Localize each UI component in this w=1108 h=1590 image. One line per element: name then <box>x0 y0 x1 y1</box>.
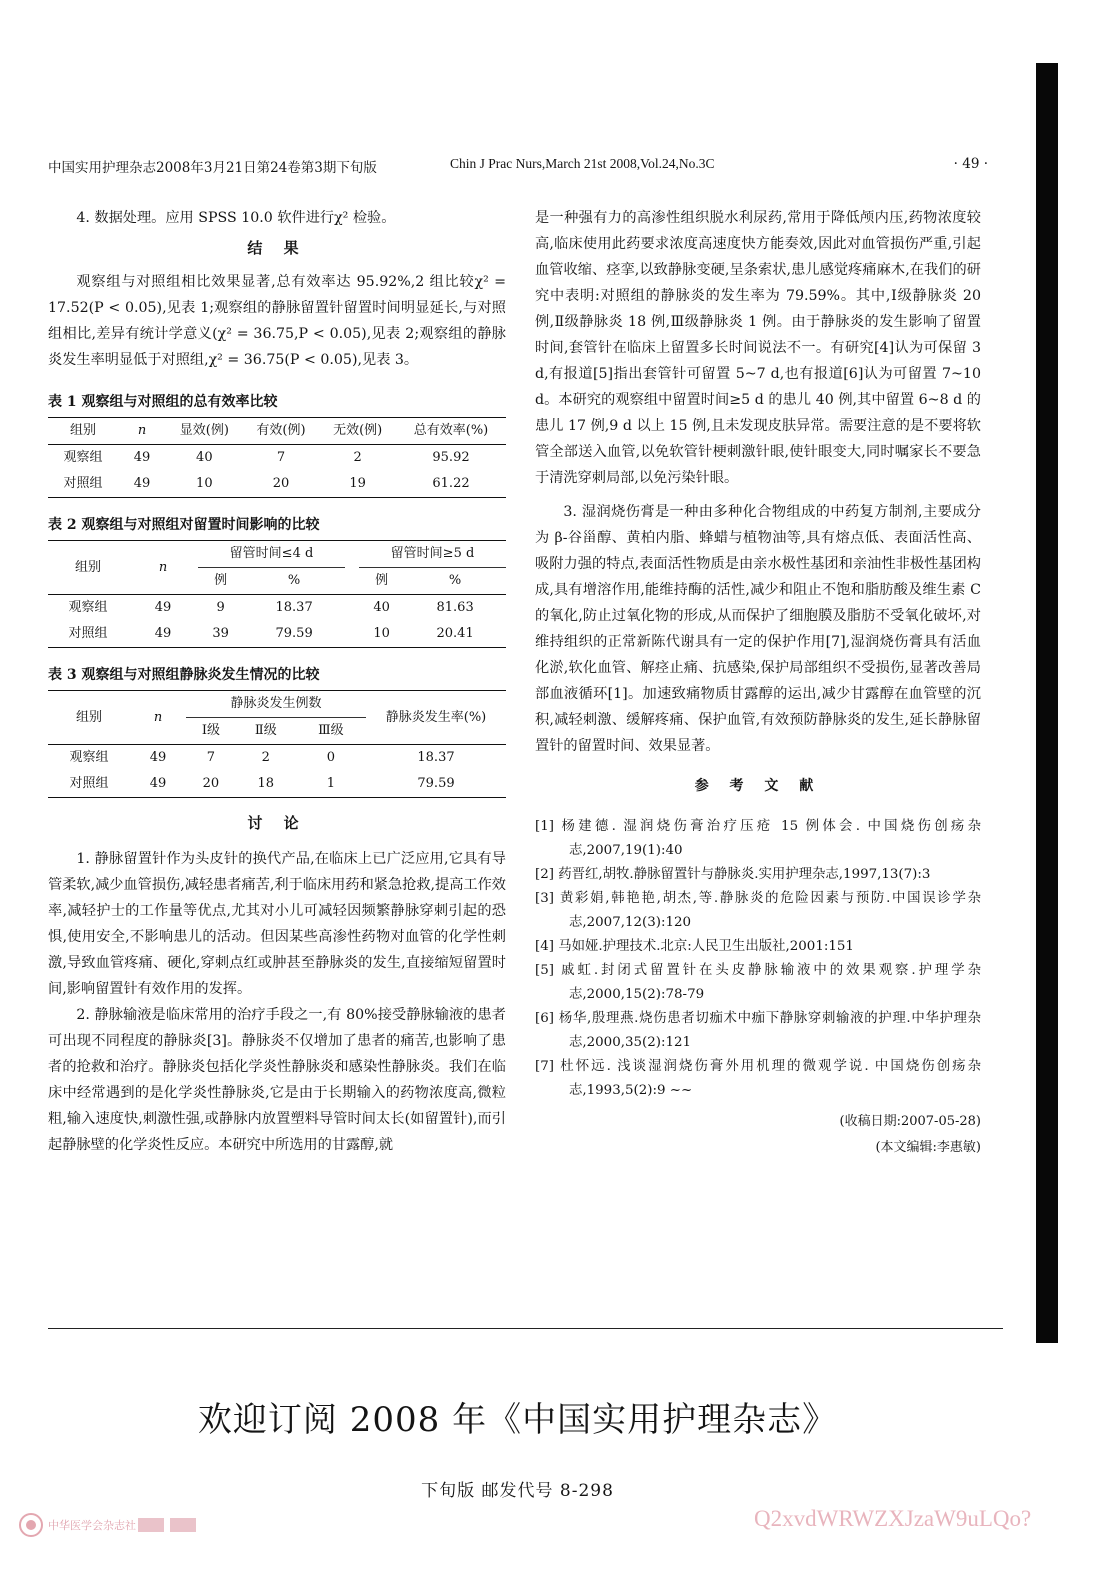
table-cell: 2 <box>261 750 270 765</box>
page-divider <box>48 1328 1003 1329</box>
running-header <box>48 156 988 180</box>
table2-subheader: 例 <box>375 573 389 588</box>
table2-subheader: % <box>448 573 462 588</box>
table-cell: 观察组 <box>68 600 108 615</box>
discussion-paragraph-1: 1. 静脉留置针作为头皮针的换代产品,在临床上已广泛应用,它具有导管柔软,减少血管损伤,减轻患者痛苦,利于临床用药和紧急抢救,提高工作效率,减轻护士的工作量等优点,尤其对小儿可减轻因频繁静脉穿刺引起的恐惧,使用安全,不影响患儿的活动。但因某些高渗性药物对血管的化学性刺激,导致血管疼痛、硬化,穿刺点红或肿甚至静脉炎的发生,直接缩短留置时间,影响留置针有效作用的发挥。 <box>48 851 506 997</box>
reference-item: [2] 药晋红,胡牧.静脉留置针与静脉炎.实用护理杂志,1997,13(7):3 <box>535 867 931 882</box>
discussion-heading: 讨 论 <box>247 814 307 832</box>
table1-header-row <box>48 418 506 445</box>
discussion-paragraph-3: 3. 湿润烧伤膏是一种由多种化合物组成的中药复方制剂,主要成分为 β-谷甾醇、黄柏内脂、蜂蜡与植物油等,具有熔点低、表面活性高、吸附力强的特点,表面活性物质是由亲水极性基团和亲油性非极性基团构成,具有增溶作用,能维持酶的活性,减少和阻止不饱和脂肪酸及维生素 C 的氧化,防止过氧化物的形成,从而保护了细胞膜及脂肪不受氧化破坏,对维持组织的正常新陈代谢具有一定的保护作用[7],湿润烧伤膏具有活血化淤,软化血管、解痉止痛、抗感染,保护局部组织不受损伤,显著改善局部血液循环[1]。加速致痛物质甘露醇的运出,减少甘露醇在血管壁的沉积,减轻刺激、缓解疼痛、保护血管,有效预防静脉炎的发生,延长静脉留置针的留置时间、效果显著。 <box>535 504 981 754</box>
reference-item: [7] 杜怀远. 浅谈湿润烧伤膏外用机理的微观学说. 中国烧伤创疡杂志,1993,5(2):9 ~~ <box>535 1059 981 1098</box>
table-cell: 7 <box>206 750 216 765</box>
table-cell: 49 <box>149 776 167 791</box>
table2-header-n: n <box>128 541 198 595</box>
table3-header-row <box>48 691 506 718</box>
subscription-title: 欢迎订阅 2008 年《中国实用护理杂志》 <box>197 1400 838 1440</box>
table3-subheader: Ⅲ级 <box>318 723 344 738</box>
table-cell: 20 <box>272 476 290 491</box>
table-cell: 10 <box>196 476 213 491</box>
table1-header: 无效(例) <box>333 423 383 438</box>
reference-item: [4] 马如娅.护理技术.北京:人民卫生出版社,2001:151 <box>535 939 854 954</box>
right-column <box>535 205 981 1161</box>
table-cell: 对照组 <box>63 476 103 491</box>
table2-header-group: 组别 <box>48 541 128 595</box>
table1-caption: 表 1 观察组与对照组的总有效率比较 <box>48 394 278 410</box>
table-cell: 对照组 <box>68 626 108 641</box>
table2-header-ge5: 留管时间≥5 d <box>359 541 506 568</box>
table2-header-row <box>48 541 506 568</box>
data-processing-paragraph: 4. 数据处理。应用 SPSS 10.0 软件进行χ² 检验。 <box>76 210 396 226</box>
table1-header: 有效(例) <box>256 423 306 438</box>
reference-item: [5] 戚虹.封闭式留置针在头皮静脉输液中的效果观察.护理学杂志,2000,15(2):78-79 <box>535 963 981 1002</box>
table-cell: 10 <box>373 626 390 641</box>
table3-caption: 表 3 观察组与对照组静脉炎发生情况的比较 <box>48 667 320 683</box>
table-cell: 40 <box>196 450 213 465</box>
table-row <box>48 771 506 798</box>
table-cell: 95.92 <box>432 450 470 465</box>
results-heading: 结 果 <box>247 239 307 257</box>
table2 <box>48 540 506 648</box>
header-journal-en: Chin J Prac Nurs,March 21st 2008,Vol.24,No.3C <box>450 156 715 171</box>
table1-header: n <box>137 423 147 438</box>
table-cell: 61.22 <box>432 476 470 491</box>
table3-subheader: Ⅱ级 <box>254 723 277 738</box>
table-cell: 81.63 <box>436 600 474 615</box>
table-row <box>48 445 506 472</box>
references-list <box>535 815 981 1103</box>
table3-header-group: 组别 <box>48 691 130 745</box>
table-cell: 49 <box>133 450 151 465</box>
reference-item: [1] 杨建德. 湿润烧伤膏治疗压疮 15 例体会. 中国烧伤创疡杂志,2007,19(1):40 <box>535 819 981 858</box>
table1 <box>48 417 506 498</box>
table-cell: 2 <box>353 450 362 465</box>
table1-header: 总有效率(%) <box>413 423 489 438</box>
subscription-postal-code: 下旬版 邮发代号 8-298 <box>421 1481 614 1501</box>
table-cell: 79.59 <box>417 776 455 791</box>
page-number: · 49 · <box>953 156 988 172</box>
table-row <box>48 745 506 772</box>
table-cell: 对照组 <box>69 776 109 791</box>
table-cell: 18 <box>257 776 275 791</box>
table3-header-n: n <box>130 691 186 745</box>
table3 <box>48 690 506 798</box>
table-cell: 20 <box>202 776 220 791</box>
table-cell: 20.41 <box>436 626 474 641</box>
table-cell: 观察组 <box>69 750 109 765</box>
reference-item: [6] 杨华,殷理燕.烧伤患者切痂术中痂下静脉穿刺输液的护理.中华护理杂志,2000,35(2):121 <box>535 1011 981 1050</box>
table-row <box>48 471 506 498</box>
left-column <box>48 205 506 1158</box>
table-cell: 观察组 <box>63 450 103 465</box>
table-cell: 9 <box>216 600 225 615</box>
table-cell: 19 <box>349 476 366 491</box>
table-row <box>48 595 506 622</box>
table2-subheader: 例 <box>214 573 228 588</box>
continuation-paragraph: 是一种强有力的高渗性组织脱水利尿药,常用于降低颅内压,药物浓度较高,临床使用此药要求浓度高速度快方能奏效,因此对血管损伤严重,引起血管收缩、痉挛,以致静脉变硬,呈条索状,患儿感觉疼痛麻木,在我们的研究中表明:对照组的静脉炎的发生率为 79.59%。其中,Ⅰ级静脉炎 20 例,Ⅱ级静脉炎 18 例,Ⅲ级静脉炎 1 例。由于静脉炎的发生影响了留置时间,套管针在临床上留置多长时间说法不一。有研究[4]认为可保留 3 d,有报道[5]指出套管针可留置 5~7 d,也有报道[6]认为可留置 7~10 d。本研究的观察组中留置时间≥5 d 的患儿 40 例,其中留置 6~8 d 的患儿 17 例,9 d 以上 15 例,且未发现皮肤异常。需要注意的是不要将软管全部送入血管,以免软管针梗刺激针眼,使针眼变大,同时嘱家长不要急于清洗穿刺局部,以免污染针眼。 <box>535 210 981 486</box>
editor-note: (本文编辑:李惠敏) <box>875 1140 981 1155</box>
table-cell: 1 <box>326 776 336 791</box>
table-cell: 18.37 <box>417 750 455 765</box>
table1-header: 组别 <box>69 423 96 438</box>
results-paragraph: 观察组与对照组相比效果显著,总有效率达 95.92%,2 组比较χ² = 17.52(P < 0.05),见表 1;观察组的静脉留置针留置时间明显延长,与对照组相比,差异有统计学意义(χ² = 36.75,P < 0.05),见表 2;观察组的静脉炎发生率明显低于对照组,χ² = 36.75(P < 0.05),见表 3。 <box>48 274 506 368</box>
table-cell: 49 <box>133 476 151 491</box>
table-cell: 49 <box>154 626 172 641</box>
table2-header-le4: 留管时间≤4 d <box>198 541 345 568</box>
table2-caption: 表 2 观察组与对照组对留置时间影响的比较 <box>48 517 320 533</box>
table-cell: 79.59 <box>275 626 313 641</box>
table3-subheader: Ⅰ级 <box>201 723 220 738</box>
table-cell: 49 <box>149 750 167 765</box>
scan-edge-bar <box>1036 63 1058 1343</box>
table3-header-rate: 静脉炎发生率(%) <box>366 691 506 745</box>
table2-subheader: % <box>287 573 301 588</box>
table-cell: 49 <box>154 600 172 615</box>
publisher-logo <box>18 1512 230 1538</box>
discussion-paragraph-2: 2. 静脉输液是临床常用的治疗手段之一,有 80%接受静脉输液的患者可出现不同程度的静脉炎[3]。静脉炎不仅增加了患者的痛苦,也影响了患者的抢救和治疗。静脉炎包括化学炎性静脉炎和感染性静脉炎。我们在临床中经常遇到的是化学炎性静脉炎,它是由于长期输入的药物浓度高,微粒粗,输入速度快,刺激性强,或静脉内放置塑料导管时间太长(如留置针),而引起静脉壁的化学炎性反应。本研究中所选用的甘露醇,就 <box>48 1007 506 1153</box>
table1-header: 显效(例) <box>179 423 229 438</box>
publisher-logo-text: 中华医学会杂志社 <box>48 1519 136 1532</box>
references-heading: 参 考 文 献 <box>694 778 822 794</box>
received-date: (收稿日期:2007-05-28) <box>839 1114 981 1129</box>
table3-header-cases: 静脉炎发生例数 <box>186 691 366 718</box>
watermark-text: Q2xvdWRWZXJzaW9uLQo? <box>754 1506 1032 1531</box>
reference-item: [3] 黄彩娟,韩艳艳,胡杰,等.静脉炎的危险因素与预防.中国误诊学杂志,2007,12(3):120 <box>535 891 981 930</box>
table-cell: 39 <box>212 626 229 641</box>
header-journal-cn: 中国实用护理杂志2008年3月21日第24卷第3期下旬版 <box>48 160 377 176</box>
table-cell: 7 <box>276 450 286 465</box>
table-row <box>48 621 506 648</box>
table-cell: 40 <box>373 600 390 615</box>
table-cell: 18.37 <box>275 600 313 615</box>
table-cell: 0 <box>326 750 336 765</box>
